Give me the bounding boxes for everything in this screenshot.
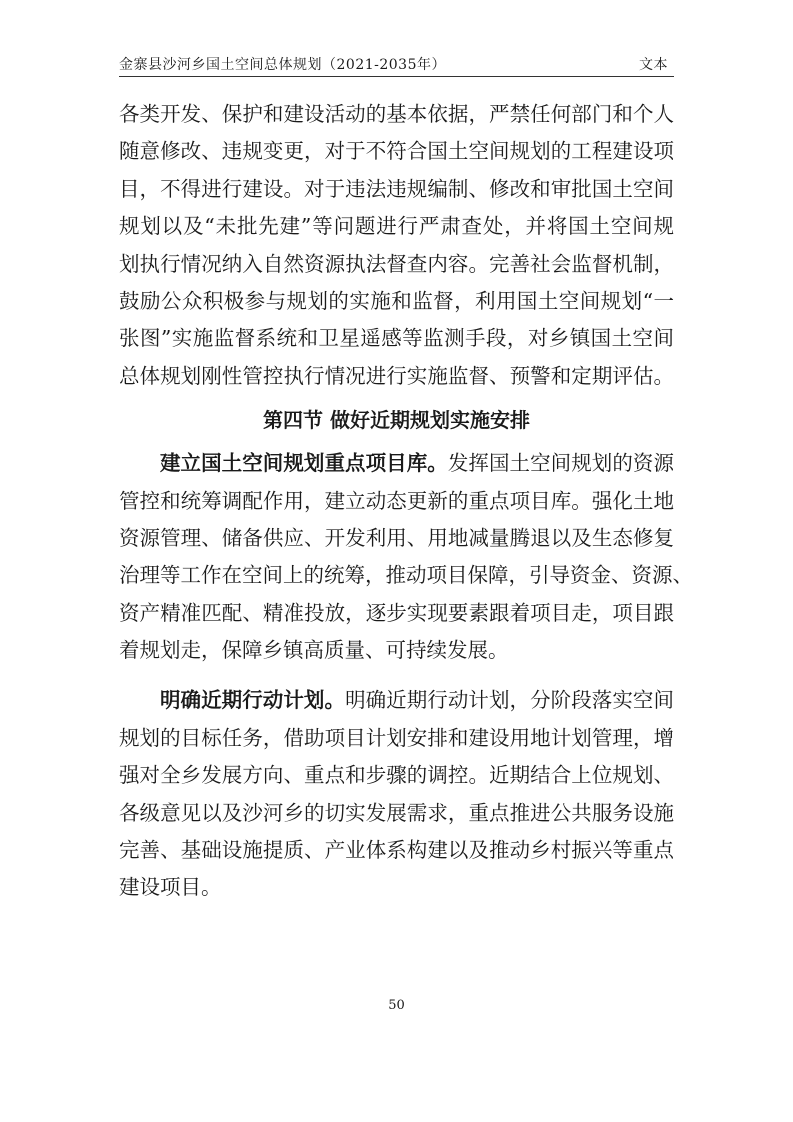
text-line: 划执行情况纳入自然资源执法督查内容。完善社会监督机制， xyxy=(119,251,674,276)
paragraph-gap xyxy=(119,669,674,682)
page-number: 50 xyxy=(388,998,405,1013)
page-header xyxy=(119,50,674,77)
document-body xyxy=(119,96,693,907)
paragraph-lead-rest: 明确近期行动计划，分阶段落实空间 xyxy=(345,688,674,713)
text-line: 管控和统筹调配作用，建立动态更新的重点项目库。强化土地 xyxy=(119,488,674,513)
paragraph-project-library xyxy=(119,445,693,669)
text-line: 资源管理、储备供应、开发利用、用地减量腾退以及生态修复 xyxy=(119,525,674,550)
text-line: 总体规划刚性管控执行情况进行实施监督、预警和定期评估。 xyxy=(119,363,674,388)
text-line xyxy=(119,445,674,482)
text-line: 张图”实施监督系统和卫星遥感等监测手段，对乡镇国土空间 xyxy=(119,326,674,351)
text-line: 目，不得进行建设。对于违法违规编制、修改和审批国土空间 xyxy=(119,176,674,201)
paragraph-action-plan xyxy=(119,682,674,906)
text-line: 着规划走，保障乡镇高质量、可持续发展。 xyxy=(119,638,509,663)
text-line: 规划以及“未批先建”等问题进行严肃查处，并将国土空间规 xyxy=(119,214,674,239)
text-line: 资产精准匹配、精准投放，逐步实现要素跟着项目走，项目跟 xyxy=(119,600,674,625)
paragraph-lead: 明确近期行动计划。 xyxy=(160,688,346,713)
paragraph-lead: 建立国土空间规划重点项目库。 xyxy=(160,451,448,476)
text-line: 鼓励公众积极参与规划的实施和监督，利用国土空间规划“一 xyxy=(119,288,674,313)
paragraph-lead-rest: 发挥国土空间规划的资源 xyxy=(447,451,674,476)
text-line: 建设项目。 xyxy=(119,875,222,900)
paragraph-implementation-supervision xyxy=(119,96,674,395)
text-line: 各级意见以及沙河乡的切实发展需求，重点推进公共服务设施 xyxy=(119,800,674,825)
text-line: 规划的目标任务，借助项目计划安排和建设用地计划管理，增 xyxy=(119,725,674,750)
section-heading: 第四节 做好近期规划实施安排 xyxy=(263,408,530,433)
text-line: 强对全乡发展方向、重点和步骤的调控。近期结合上位规划、 xyxy=(119,763,674,788)
text-line: 完善、基础设施提质、产业体系构建以及推动乡村振兴等重点 xyxy=(119,838,674,863)
document-title: 金寨县沙河乡国土空间总体规划（2021-2035年） xyxy=(119,57,446,73)
text-line: 随意修改、违规变更，对于不符合国土空间规划的工程建设项 xyxy=(119,139,674,164)
text-line: 治理等工作在空间上的统筹，推动项目保障，引导资金、资源、 xyxy=(119,563,693,588)
text-line xyxy=(119,682,674,719)
text-line: 各类开发、保护和建设活动的基本依据，严禁任何部门和个人 xyxy=(119,102,674,126)
document-type-label: 文本 xyxy=(639,57,668,73)
